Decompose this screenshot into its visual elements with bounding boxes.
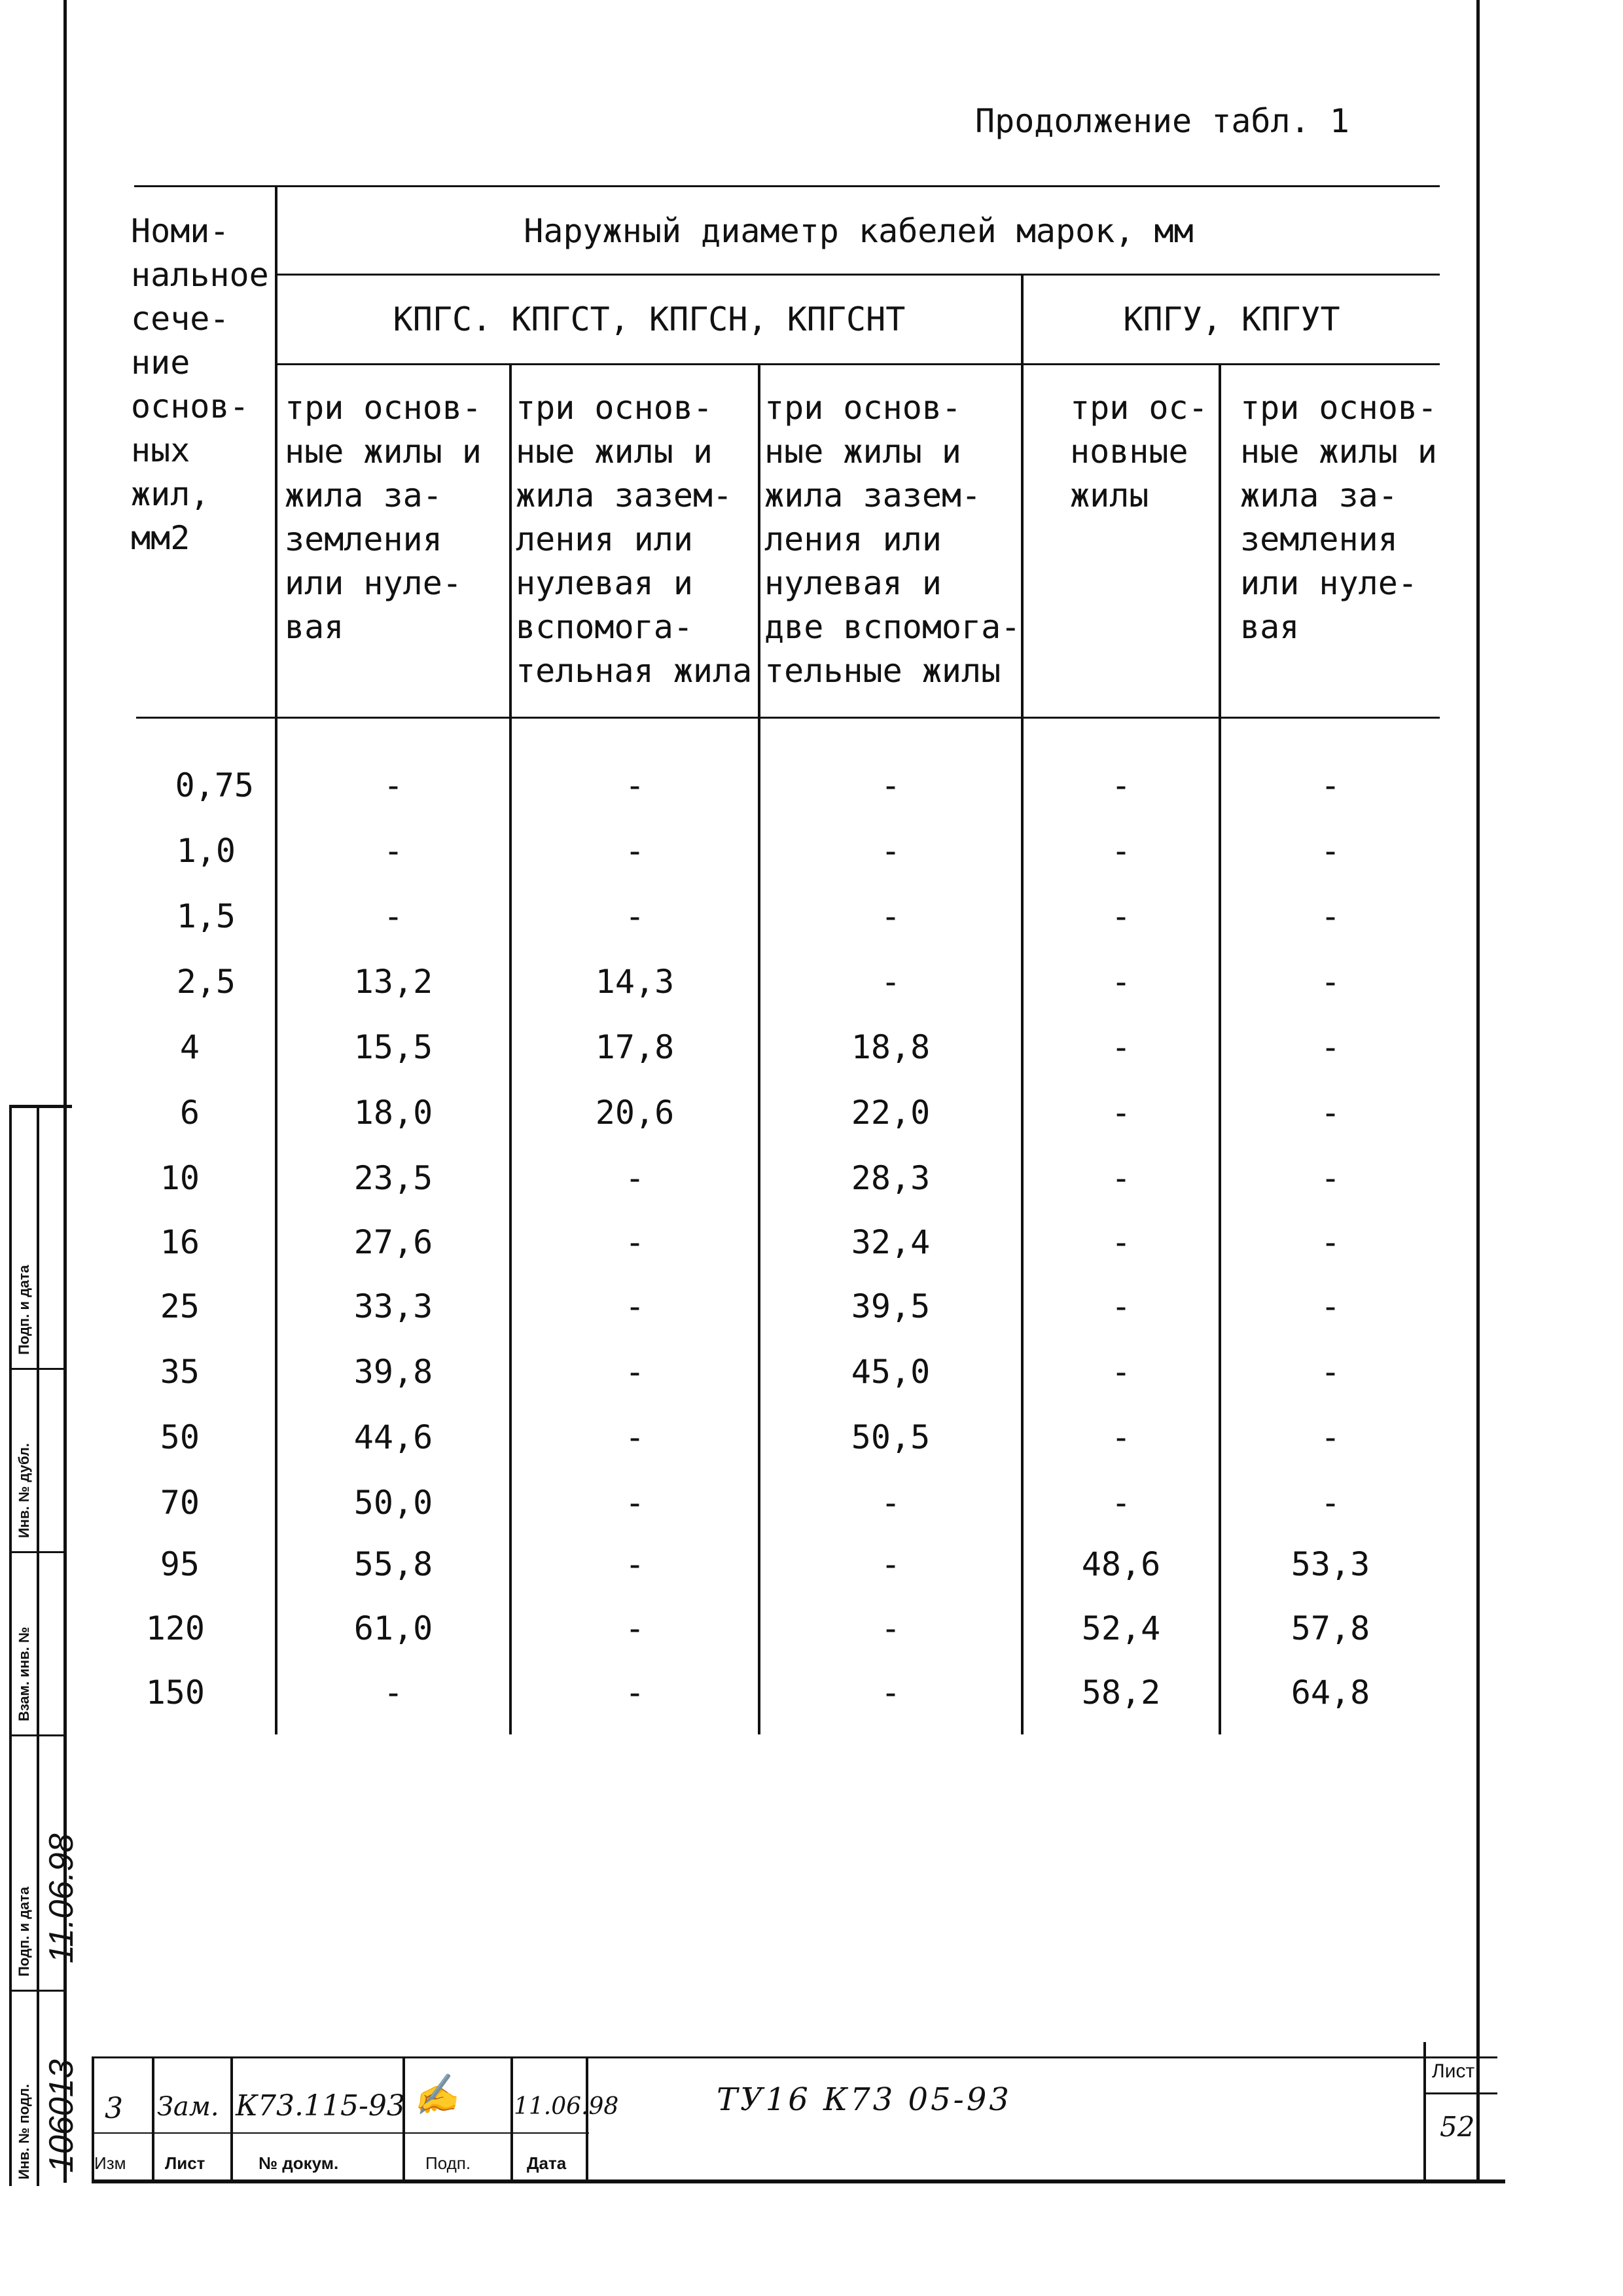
side-divider-3 (9, 1734, 65, 1736)
table-row (0, 1287, 1623, 1326)
value-cell: 58,2 (1081, 1674, 1161, 1712)
value-cell: - (1111, 832, 1132, 870)
table-row (0, 1609, 1623, 1648)
value-cell: 39,5 (851, 1287, 931, 1325)
value-cell: - (1320, 963, 1341, 1001)
signature-initials: ✍ (409, 2071, 461, 2120)
stamp-sheet-divider (1423, 2092, 1497, 2094)
table-row (0, 766, 1623, 805)
value-cell: - (1111, 963, 1132, 1001)
value-cell: - (1111, 766, 1132, 804)
sub-header-5: три основ- ные жилы и жила за- земления или нуле- вая (1240, 389, 1438, 646)
value-cell: - (624, 1484, 645, 1522)
stamp-vline-3 (230, 2056, 233, 2181)
value-cell: - (1320, 1353, 1341, 1391)
value-cell: - (880, 897, 901, 935)
table-row (0, 1418, 1623, 1457)
sub-header-3: три основ- ные жилы и жила зазем- ления или нулевая и две вспомога- тельные жилы (764, 389, 1021, 690)
table-rule-under-brands (275, 363, 1440, 365)
label-date: Дата (527, 2153, 567, 2173)
section-cell: 35 (160, 1353, 200, 1391)
section-cell: 25 (160, 1287, 200, 1325)
sub-header-1: три основ- ные жилы и жила за- земления или нуле- вая (285, 389, 482, 646)
value-cell: - (624, 832, 645, 870)
change-doc-number: К73.115-93 (236, 2089, 405, 2123)
value-cell: 44,6 (353, 1418, 433, 1456)
value-cell: 22,0 (851, 1094, 931, 1132)
label-izm: Изм (94, 2153, 126, 2173)
value-cell: - (1111, 1094, 1132, 1132)
value-cell: - (1111, 1223, 1132, 1261)
value-cell: - (880, 766, 901, 804)
section-cell: 2,5 (176, 963, 236, 1001)
side-divider-1 (9, 1368, 65, 1370)
section-cell: 120 (145, 1609, 205, 1647)
side-label-vzam-inv: Взам. инв. № (16, 1626, 32, 1721)
stamp-vline-sheet (1423, 2042, 1426, 2181)
stamp-vline-5 (510, 2056, 513, 2181)
value-cell: 18,0 (353, 1094, 433, 1132)
value-cell: 33,3 (353, 1287, 433, 1325)
value-cell: - (1111, 1484, 1132, 1522)
value-cell: - (624, 1287, 645, 1325)
stamp-top-line (92, 2056, 1497, 2058)
section-cell: 4 (179, 1028, 200, 1066)
table-header-bottom-rule (136, 717, 1440, 719)
value-cell: - (1320, 1223, 1341, 1261)
value-cell: - (1320, 1094, 1341, 1132)
value-cell: - (1320, 1287, 1341, 1325)
stamp-mid-line (92, 2132, 589, 2134)
table-row (0, 1545, 1623, 1584)
value-cell: - (880, 963, 901, 1001)
stamp-vline-2 (152, 2056, 154, 2181)
value-cell: - (624, 1159, 645, 1197)
table-row (0, 1158, 1623, 1198)
value-cell: - (1111, 897, 1132, 935)
section-cell: 0,75 (175, 766, 254, 804)
table-top-rule (134, 185, 1440, 187)
group-header: Наружный диаметр кабелей марок, мм (524, 212, 1194, 250)
side-top-bar (9, 1105, 72, 1108)
value-cell: 28,3 (851, 1159, 931, 1197)
side-inner-line (37, 1106, 39, 2186)
value-cell: - (880, 1545, 901, 1583)
section-cell: 50 (160, 1418, 200, 1456)
value-cell: 50,5 (851, 1418, 931, 1456)
table-row (0, 1483, 1623, 1522)
section-cell: 150 (145, 1674, 205, 1712)
value-cell: 55,8 (353, 1545, 433, 1583)
value-cell: - (1111, 1159, 1132, 1197)
section-cell: 1,5 (176, 897, 236, 935)
value-cell: 39,8 (353, 1353, 433, 1391)
section-cell: 10 (160, 1159, 200, 1197)
value-cell: 27,6 (353, 1223, 433, 1261)
value-cell: - (1111, 1287, 1132, 1325)
value-cell: - (880, 1609, 901, 1647)
value-cell: - (383, 897, 404, 935)
value-cell: 64,8 (1291, 1674, 1370, 1712)
value-cell: 57,8 (1291, 1609, 1370, 1647)
side-label-podp-data-2: Подп. и дата (16, 1265, 32, 1355)
value-cell: - (1320, 1028, 1341, 1066)
table-row (0, 1028, 1623, 1067)
stamp-bottom-line (92, 2179, 1505, 2183)
value-cell: - (624, 897, 645, 935)
value-cell: 17,8 (595, 1028, 675, 1066)
table-row (0, 831, 1623, 870)
value-cell: - (1111, 1353, 1132, 1391)
value-cell: - (624, 1609, 645, 1647)
value-cell: - (1320, 897, 1341, 935)
section-cell: 6 (179, 1094, 200, 1132)
side-label-inv-podl: Инв. № подл. (16, 2084, 32, 2179)
value-cell: - (1320, 1418, 1341, 1456)
right-margin-line (1476, 0, 1480, 2183)
value-cell: - (1320, 1484, 1341, 1522)
value-cell: - (624, 1223, 645, 1261)
value-cell: 45,0 (851, 1353, 931, 1391)
table-row (0, 1673, 1623, 1712)
section-cell: 70 (160, 1484, 200, 1522)
change-number: 3 (105, 2092, 123, 2125)
table-row (0, 897, 1623, 936)
value-cell: 32,4 (851, 1223, 931, 1261)
side-sign-date: 11.06.98 (43, 1833, 80, 1964)
brand-header-kpgu: КПГУ, КПГУТ (1123, 300, 1340, 338)
label-list: Лист (165, 2153, 205, 2173)
value-cell: - (624, 1674, 645, 1712)
value-cell: - (880, 832, 901, 870)
section-cell: 95 (160, 1545, 200, 1583)
sheet-number: 52 (1440, 2111, 1475, 2143)
value-cell: 18,8 (851, 1028, 931, 1066)
side-outer-line (9, 1106, 12, 2186)
side-label-podp-data: Подп. и дата (16, 1886, 32, 1977)
value-cell: 50,0 (353, 1484, 433, 1522)
side-label-inv-dubl: Инв. № дубл. (16, 1443, 32, 1538)
value-cell: - (1320, 832, 1341, 870)
side-divider-4 (9, 1990, 65, 1992)
value-cell: - (383, 1674, 404, 1712)
value-cell: - (624, 1353, 645, 1391)
value-cell: 13,2 (353, 963, 433, 1001)
table-row (0, 1093, 1623, 1132)
side-inv-number: 106013 (43, 2059, 80, 2173)
table-rule-under-group (275, 274, 1440, 276)
table-row (0, 1352, 1623, 1391)
label-sign: Подп. (425, 2153, 471, 2173)
value-cell: 48,6 (1081, 1545, 1161, 1583)
value-cell: 23,5 (353, 1159, 433, 1197)
sheet-label: Лист (1432, 2060, 1475, 2082)
value-cell: - (1111, 1028, 1132, 1066)
section-cell: 16 (160, 1223, 200, 1261)
value-cell: 53,3 (1291, 1545, 1370, 1583)
value-cell: - (880, 1674, 901, 1712)
label-doc: № докум. (259, 2153, 339, 2173)
value-cell: - (624, 1545, 645, 1583)
side-divider-2 (9, 1551, 65, 1553)
continuation-title: Продолжение табл. 1 (975, 102, 1349, 140)
row-header: Номи- нальное сече- ние основ- ных жил, мм2 (131, 212, 269, 557)
value-cell: - (383, 832, 404, 870)
value-cell: 15,5 (353, 1028, 433, 1066)
brand-header-kpgs: КПГС. КПГСТ, КПГСН, КПГСНТ (393, 300, 906, 338)
value-cell: 14,3 (595, 963, 675, 1001)
value-cell: 52,4 (1081, 1609, 1161, 1647)
value-cell: 20,6 (595, 1094, 675, 1132)
value-cell: - (383, 766, 404, 804)
table-row (0, 1223, 1623, 1262)
change-date: 11.06.98 (514, 2093, 619, 2120)
table-row (0, 962, 1623, 1001)
value-cell: - (1111, 1418, 1132, 1456)
value-cell: - (1320, 1159, 1341, 1197)
sub-header-4: три ос- новные жилы (1070, 389, 1208, 514)
sub-header-2: три основ- ные жилы и жила зазем- ления или нулевая и вспомога- тельная жила (516, 389, 753, 690)
value-cell: - (880, 1484, 901, 1522)
value-cell: 61,0 (353, 1609, 433, 1647)
value-cell: - (624, 1418, 645, 1456)
value-cell: - (1320, 766, 1341, 804)
change-kind: Зам. (157, 2092, 219, 2122)
document-code: ТУ16 К73 05-93 (717, 2081, 1012, 2118)
value-cell: - (624, 766, 645, 804)
section-cell: 1,0 (176, 832, 236, 870)
